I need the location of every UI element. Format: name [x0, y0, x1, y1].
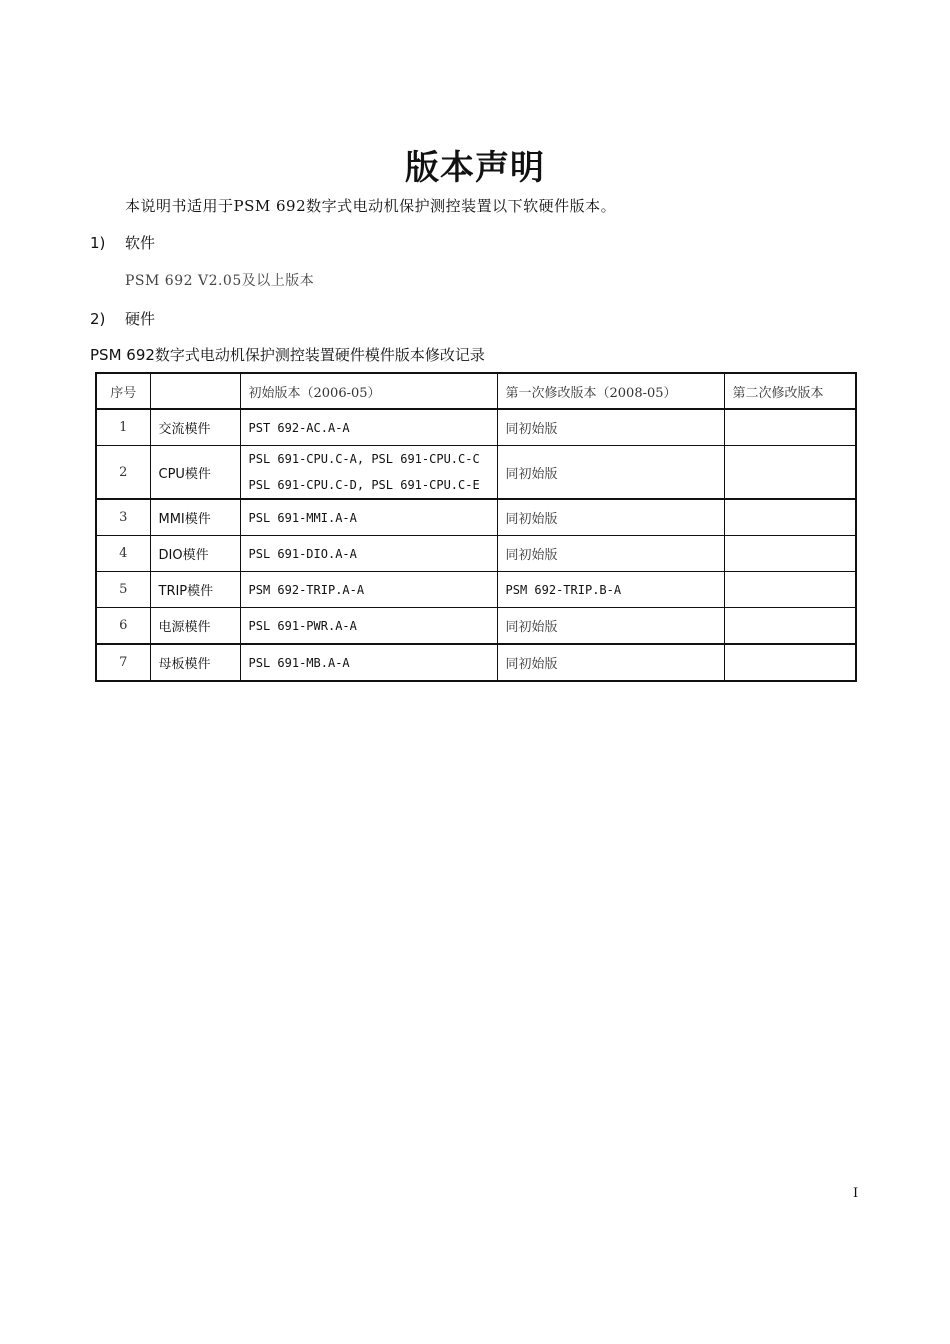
cell-module: CPU模件: [150, 446, 240, 500]
intro-paragraph: 本说明书适用于PSM 692数字式电动机保护测控装置以下软硬件版本。: [125, 197, 617, 215]
table-caption: PSM 692数字式电动机保护测控装置硬件模件版本修改记录: [90, 346, 485, 364]
page-number: I: [853, 1186, 859, 1201]
table-header-row: [96, 373, 856, 409]
cell-module: 母板模件: [150, 644, 240, 681]
header-cell-initial: 初始版本（2006-05）: [240, 373, 497, 409]
cell-rev2: [724, 409, 856, 446]
table-row: [96, 608, 856, 645]
initial-version: PSL 691-MB.A-A: [248, 655, 350, 670]
cell-initial: [240, 536, 497, 572]
cell-rev1: 同初始版: [497, 644, 724, 681]
section-label: 硬件: [125, 310, 156, 328]
cell-initial: [240, 409, 497, 446]
section-number: 1): [90, 234, 106, 252]
cell-rev2: [724, 572, 856, 608]
cell-rev2: [724, 608, 856, 645]
initial-version: PSL 691-DIO.A-A: [248, 546, 357, 561]
table-row: [96, 572, 856, 608]
cell-index: 5: [96, 572, 150, 608]
initial-version: PST 692-AC.A-A: [248, 420, 350, 435]
cell-index: 1: [96, 409, 150, 446]
cell-initial: [240, 446, 497, 500]
header-cell-rev1: 第一次修改版本（2008-05）: [497, 373, 724, 409]
table-row: [96, 644, 856, 681]
software-version-line: PSM 692 V2.05及以上版本: [125, 273, 315, 289]
initial-version: PSM 692-TRIP.A-A: [248, 582, 365, 597]
cell-index: 3: [96, 499, 150, 536]
cell-index: 6: [96, 608, 150, 645]
cell-module: 交流模件: [150, 409, 240, 446]
cell-rev1: PSM 692-TRIP.B-A: [497, 572, 724, 608]
section-heading-hardware: [90, 308, 155, 329]
header-cell-rev2: 第二次修改版本: [724, 373, 856, 409]
section-heading-software: [90, 232, 155, 253]
cell-rev2: [724, 446, 856, 500]
cell-index: 4: [96, 536, 150, 572]
cell-module: DIO模件: [150, 536, 240, 572]
cell-initial: [240, 572, 497, 608]
cell-rev2: [724, 536, 856, 572]
page-title: 版本声明: [405, 148, 545, 188]
cell-initial: [240, 608, 497, 645]
header-cell-index: 序号: [96, 373, 150, 409]
initial-version: PSL 691-CPU.C-A, PSL 691-CPU.C-C: [248, 452, 480, 466]
cell-initial: [240, 499, 497, 536]
cell-rev1: 同初始版: [497, 409, 724, 446]
cell-initial: [240, 644, 497, 681]
section-number: 2): [90, 310, 106, 328]
cell-module: 电源模件: [150, 608, 240, 645]
header-cell-module: [150, 373, 240, 409]
cell-index: 2: [96, 446, 150, 500]
initial-version: PSL 691-CPU.C-D, PSL 691-CPU.C-E: [248, 478, 480, 492]
table-row: [96, 446, 856, 500]
cell-index: 7: [96, 644, 150, 681]
table-row: [96, 536, 856, 572]
table-row: [96, 499, 856, 536]
cell-rev1: 同初始版: [497, 536, 724, 572]
cell-rev1: 同初始版: [497, 446, 724, 500]
cell-rev1: 同初始版: [497, 499, 724, 536]
cell-rev2: [724, 499, 856, 536]
table-row: [96, 409, 856, 446]
hardware-revision-table: [95, 372, 857, 682]
initial-version: PSL 691-MMI.A-A: [248, 510, 357, 525]
cell-rev1: 同初始版: [497, 608, 724, 645]
cell-rev2: [724, 644, 856, 681]
cell-module: MMI模件: [150, 499, 240, 536]
cell-module: TRIP模件: [150, 572, 240, 608]
initial-version: PSL 691-PWR.A-A: [248, 618, 357, 633]
section-label: 软件: [125, 234, 156, 252]
